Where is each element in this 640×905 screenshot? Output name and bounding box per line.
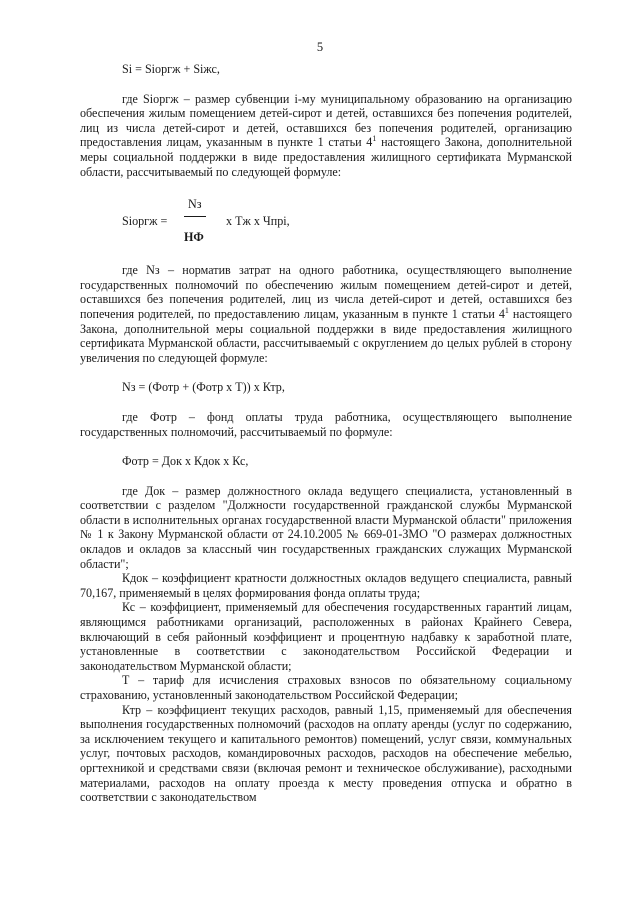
formula-fotr: Фотр = Док x Кдок x Кс, xyxy=(122,454,249,469)
paragraph-fotr-definition: где Фотр – фонд оплаты труда работника, осуществляющего выполнение государственных полномочий, рассчитываемый по формуле: xyxy=(80,409,572,439)
page-number: 5 xyxy=(316,40,324,54)
paragraph-dok-definition: где Док – размер должностного оклада ведущего специалиста, установленный в соответствии с разделом "Должности государственной гражданской службы Мурманской области в исполнительных органах государственной власти Мурманской области" приложения № 1 к Закону Мурманской области от 24.10.2005 № 669-01-ЗМО "О размерах должностных окладов и окладов за классный чин государственных гражданских служащих Мурманской области"; xyxy=(80,483,572,571)
document-body xyxy=(80,62,572,805)
paragraph-text-end: настоящего Закона, дополнительной меры социальной поддержки в виде предоставления жилищного сертификата Мурманской области, рассчитываемый с округлением до целых рублей в сторону увеличения по следующей формуле: xyxy=(80,306,573,365)
fraction-bar xyxy=(184,216,206,217)
fraction-rhs: x Тж x Чпрi, xyxy=(226,214,290,229)
paragraph-ks-definition: Кс – коэффициент, применяемый для обеспечения государственных гарантий лицам, являющимся работниками организаций, расположенных в районах Крайнего Севера, включающий в себя районный коэффициент и процентную надбавку к заработной плате, установленные в соответствии с законодательством Российской Федерации и законодательством Мурманской области; xyxy=(80,600,572,673)
fraction-lhs: Siоргж = xyxy=(122,214,168,229)
formula-nz: Nз = (Фотр + (Фотр x Т)) x Ктр, xyxy=(122,380,285,395)
paragraph-t-definition: Т – тариф для исчисления страховых взносов по обязательному социальному страхованию, установленный законодательством Российской Федерации; xyxy=(80,673,572,702)
superscript: 1 xyxy=(504,305,509,315)
paragraph-nz-definition xyxy=(80,263,572,365)
superscript: 1 xyxy=(372,134,377,144)
formula-si: Si = Siоргж + Siжс, xyxy=(122,62,220,76)
paragraph-kdok-definition: Кдок – коэффициент кратности должностных окладов ведущего специалиста, равный 70,167, применяемый в целях формирования фонда оплаты труда; xyxy=(80,571,572,600)
paragraph-siorgzh-definition xyxy=(80,92,572,180)
paragraph-text: где Siоргж – размер субвенции i-му муниципальному образованию на организацию обеспечения жилым помещением детей-сирот и детей, оставшихся без попечения родителей, лиц из числа детей-сирот и детей, оставшихся без попечения родителей, организацию предоставления лицам, указанным в пункте 1 статьи 4 xyxy=(80,91,572,150)
fraction-numerator: Nз xyxy=(188,197,202,212)
paragraph-text-end: настоящего Закона, дополнительной меры социальной поддержки в виде предоставления жилищного сертификата Мурманской области, рассчитываемый по следующей формуле: xyxy=(80,135,572,179)
fraction-formula xyxy=(80,193,572,249)
paragraph-text: где Nз – норматив затрат на одного работника, осуществляющего выполнение государственных полномочий по обеспечению жилым помещением детей-сирот и детей, оставшихся без попечения родителей, лиц из числа детей-сирот и детей, оставшихся без попечения родителей, по предоставлению лицам, указанным в пункте 1 статьи 4 xyxy=(80,263,572,321)
fraction-denominator: НФ xyxy=(184,230,204,245)
paragraph-ktr-definition: Ктр – коэффициент текущих расходов, равный 1,15, применяемый для обеспечения выполнения государственных полномочий (расходов на оплату аренды (услуг по содержанию, за исключением текущего и капитального ремонтов) помещений, услуг связи, коммунальных услуг, почтовых расходов, командировочных расходов, расходов на обеспечение мебелью, оргтехникой и средствами связи (включая ремонт и техническое обслуживание), расходными материалами, расходов на оплату проезда к месту проведения отпуска и обратно в соответствии с законодательством xyxy=(80,702,572,805)
